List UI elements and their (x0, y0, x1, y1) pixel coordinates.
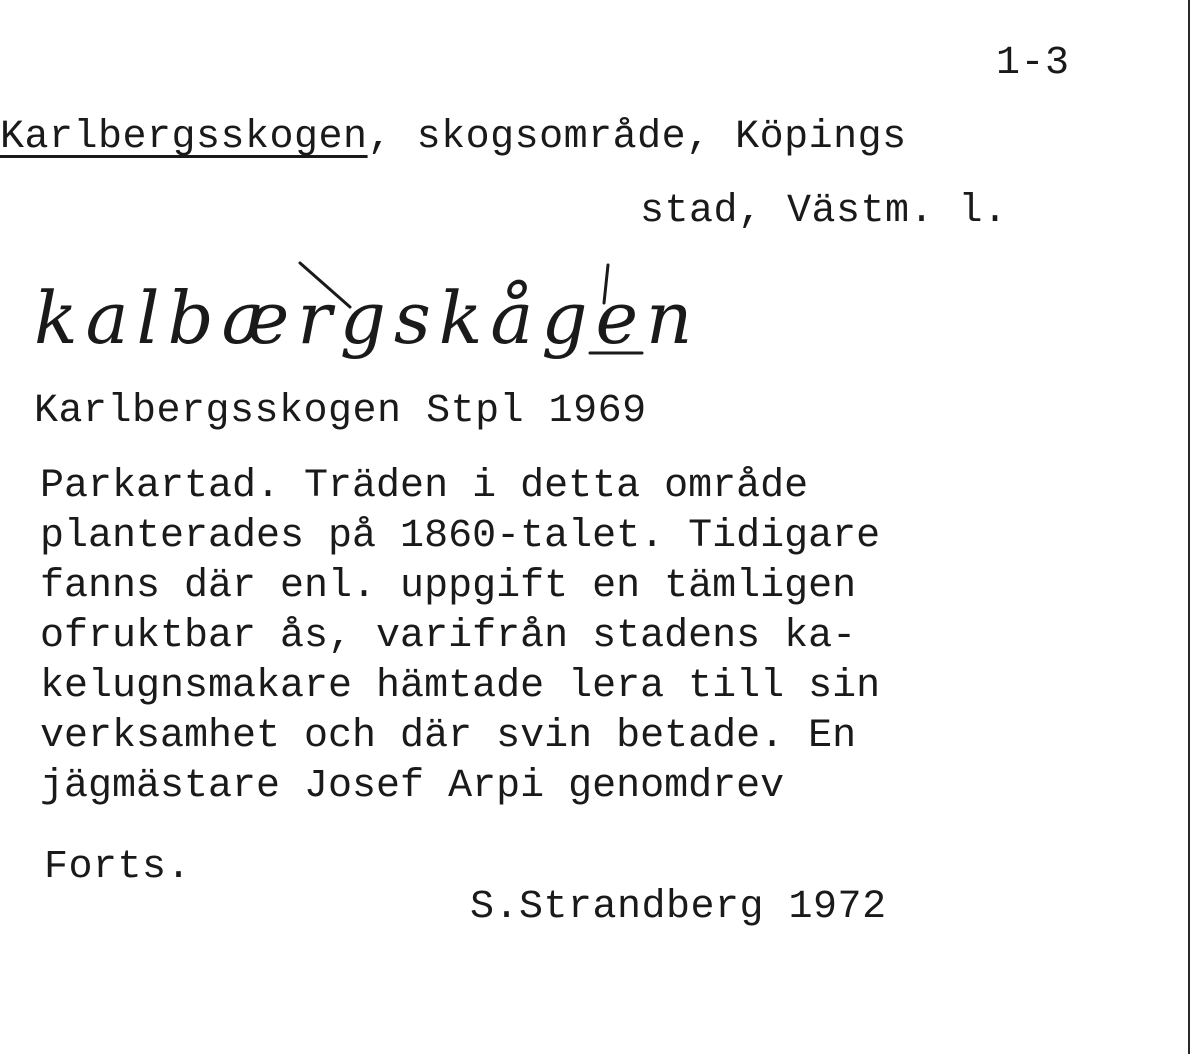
body-line: jägmästare Josef Arpi genomdrev (40, 764, 785, 809)
body-line: fanns där enl. uppgift en tämligen (40, 564, 857, 609)
handwritten-pronunciation (30, 255, 880, 385)
pronunciation-text: kalbærgskågen (34, 276, 701, 360)
card-edge-line (1188, 0, 1190, 1054)
headword-description: , skogsområde, Köpings (367, 115, 907, 160)
body-line: Parkartad. Träden i detta område (40, 464, 809, 509)
signature: S.Strandberg 1972 (470, 885, 887, 930)
body-line: ofruktbar ås, varifrån stadens ka- (40, 614, 857, 659)
alternate-form: Karlbergsskogen Stpl 1969 (34, 389, 647, 434)
card-body (40, 462, 880, 812)
continued-note: Forts. (44, 845, 192, 890)
headword: Karlbergsskogen (0, 115, 368, 160)
body-line: planterades på 1860-talet. Tidigare (40, 514, 881, 559)
location-line: stad, Västm. l. (640, 189, 1008, 234)
card-number: 1-3 (996, 41, 1070, 86)
body-line: verksamhet och där svin betade. En (40, 714, 857, 759)
headword-line (0, 115, 907, 160)
body-line: kelugnsmakare hämtade lera till sin (40, 664, 881, 709)
